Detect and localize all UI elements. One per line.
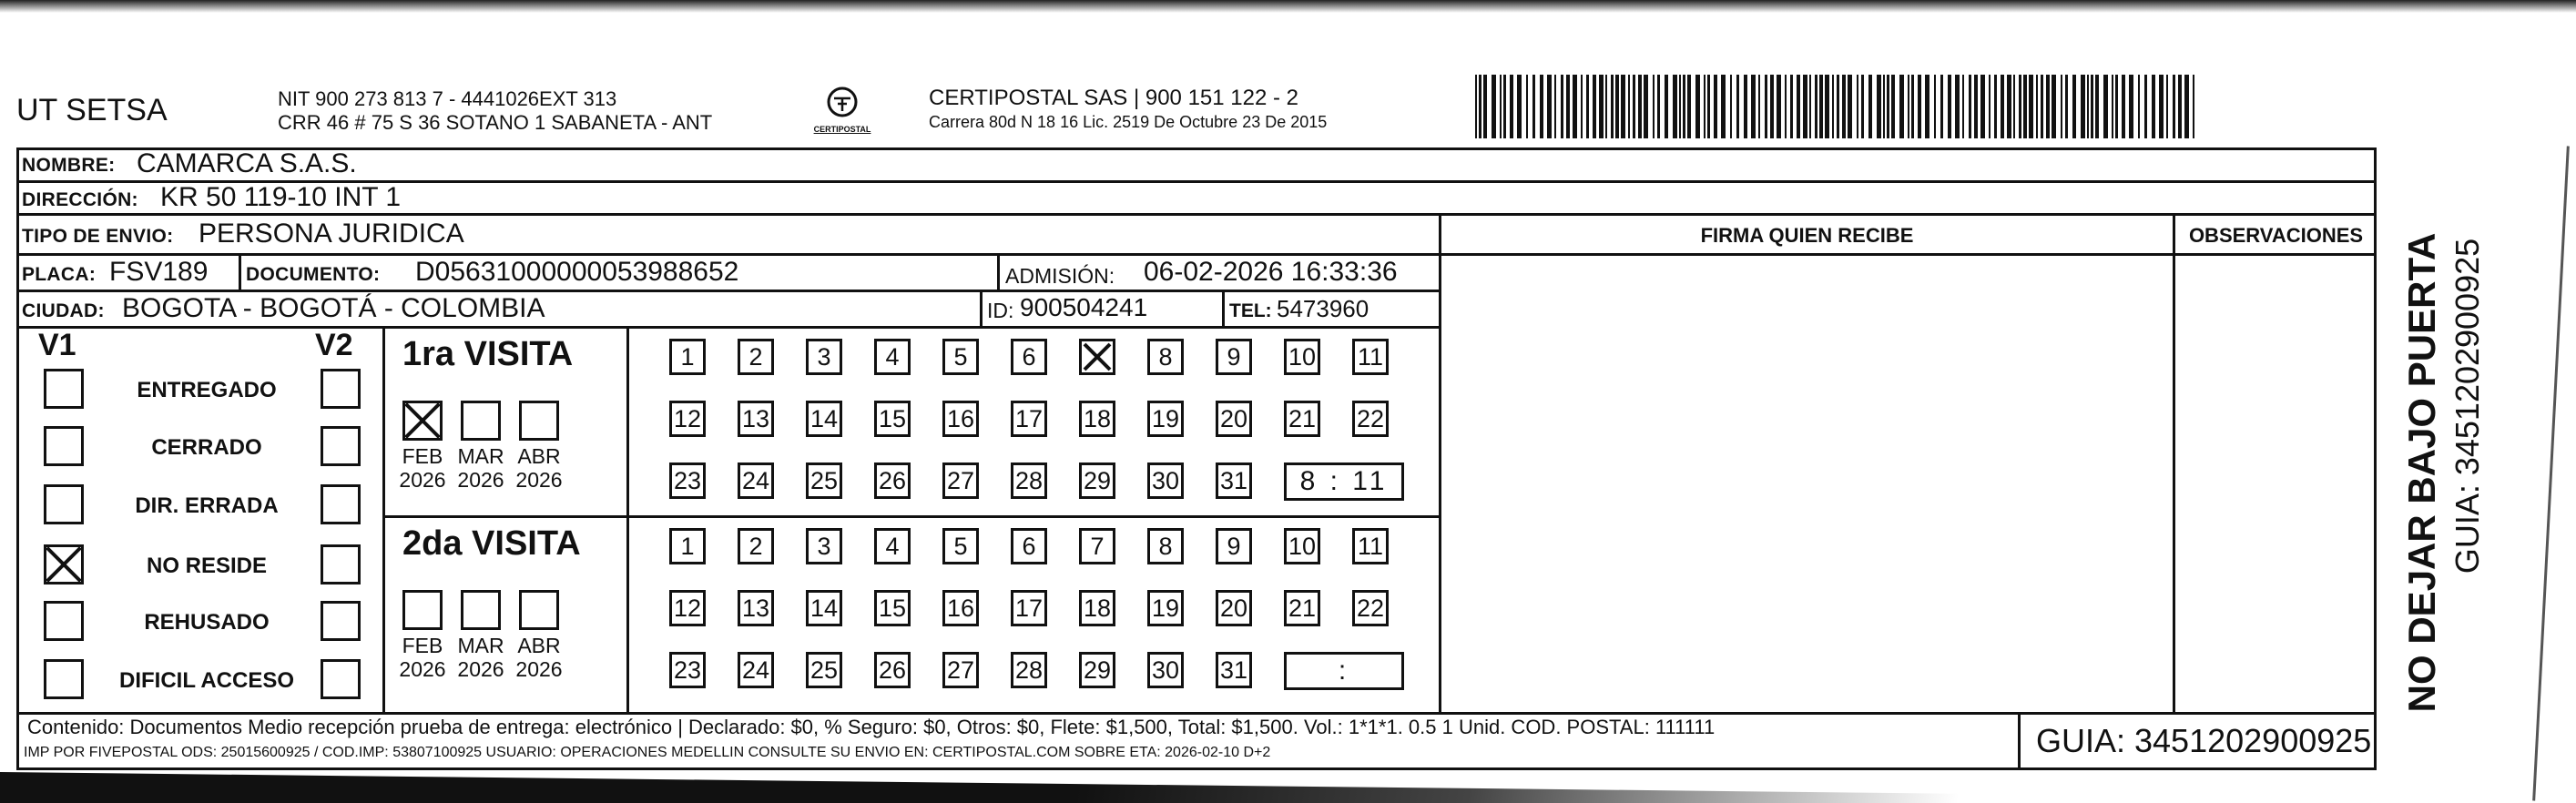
status-label: CERRADO: [151, 435, 262, 460]
barcode-bar: [1842, 75, 1846, 138]
visit-day-box[interactable]: 24: [738, 652, 774, 688]
barcode: [1475, 75, 2204, 138]
status-v1-checkbox[interactable]: [44, 544, 84, 584]
visit-day-box[interactable]: 17: [1011, 590, 1047, 626]
logo-icon: [810, 84, 874, 120]
barcode-bar: [1940, 75, 1943, 138]
visit-day-box[interactable]: 8: [1147, 339, 1184, 375]
barcode-bar: [1547, 75, 1552, 138]
barcode-bar: [2087, 75, 2089, 138]
barcode-bar: [1832, 75, 1834, 138]
admision-label: ADMISIÓN:: [1005, 264, 1115, 288]
visit-month-checkbox[interactable]: [519, 401, 559, 441]
visit-month-year: 2026: [399, 468, 446, 492]
tel-label: TEL:: [1229, 300, 1272, 321]
barcode-bar: [2122, 75, 2125, 138]
visit-day-box[interactable]: 5: [942, 339, 979, 375]
barcode-bar: [2023, 75, 2027, 138]
visit-day-box[interactable]: 2: [738, 528, 774, 564]
visit-day-box[interactable]: 14: [806, 401, 842, 437]
visit-day-box[interactable]: 22: [1352, 590, 1389, 626]
barcode-bar: [1586, 75, 1589, 138]
visit-month-name: MAR: [457, 634, 504, 657]
visit-day-box[interactable]: 18: [1079, 401, 1115, 437]
visit-day-box[interactable]: 28: [1011, 462, 1047, 499]
visit-month-name: ABR: [517, 444, 561, 468]
visit-day-box[interactable]: 26: [874, 652, 911, 688]
visit-day-box[interactable]: 10: [1284, 339, 1320, 375]
barcode-bar: [2129, 75, 2133, 138]
visit-day-box[interactable]: 29: [1079, 462, 1115, 499]
barcode-bar: [1526, 75, 1528, 138]
barcode-bar: [2007, 75, 2011, 138]
barcode-bar: [1911, 75, 1914, 138]
certipostal-logo: [810, 84, 874, 137]
barcode-bar: [1500, 75, 1502, 138]
barcode-bar: [1695, 75, 1700, 138]
barcode-bar: [1883, 75, 1885, 138]
tel-value: 5473960: [1277, 295, 1369, 322]
barcode-bar: [1653, 75, 1655, 138]
v2-header: V2: [315, 328, 353, 362]
barcode-bar: [2041, 75, 2043, 138]
barcode-bar: [1785, 75, 1787, 138]
visit-day-box[interactable]: 2: [738, 339, 774, 375]
barcode-bar: [1540, 75, 1543, 138]
visit-day-box[interactable]: 19: [1147, 590, 1184, 626]
status-label: DIFICIL ACCESO: [118, 668, 294, 693]
company-name: UT SETSA: [16, 93, 168, 127]
ciudad-value: BOGOTA - BOGOTÁ - COLOMBIA: [122, 293, 545, 323]
visit-month-year: 2026: [457, 468, 504, 492]
direccion-value: KR 50 119-10 INT 1: [160, 182, 402, 212]
visit-month-checkbox[interactable]: [519, 590, 559, 630]
status-v2-checkbox[interactable]: [321, 484, 361, 524]
barcode-bar: [1962, 75, 1964, 138]
visit-month-name: MAR: [457, 444, 504, 468]
barcode-bar: [2081, 75, 2085, 138]
logo-text: CERTIPOSTAL: [813, 125, 871, 134]
visit-month-checkbox[interactable]: [461, 401, 501, 441]
status-label: REHUSADO: [144, 610, 270, 635]
visit-day-box[interactable]: 13: [738, 590, 774, 626]
barcode-bar: [1994, 75, 1997, 138]
visit-day-box[interactable]: 30: [1147, 462, 1184, 499]
barcode-bar: [1628, 75, 1630, 138]
barcode-bar: [1605, 75, 1607, 138]
barcode-bar: [2095, 75, 2099, 138]
barcode-bar: [2046, 75, 2050, 138]
status-v1-checkbox[interactable]: [44, 484, 84, 524]
barcode-bar: [1770, 75, 1774, 138]
barcode-bar: [1969, 75, 1971, 138]
visit-month-checkbox[interactable]: [402, 590, 443, 630]
barcode-bar: [2091, 75, 2093, 138]
visit-day-box[interactable]: 25: [806, 652, 842, 688]
barcode-bar: [1644, 75, 1648, 138]
barcode-bar: [1554, 75, 1556, 138]
barcode-bar: [1687, 75, 1691, 138]
barcode-bar: [1679, 75, 1681, 138]
barcode-bar: [1758, 75, 1760, 138]
barcode-bar: [1561, 75, 1563, 138]
visit-day-box[interactable]: 17: [1011, 401, 1047, 437]
visit-day-box[interactable]: 26: [874, 462, 911, 499]
barcode-bar: [1673, 75, 1677, 138]
barcode-bar: [1908, 75, 1909, 138]
check-x-icon: [1082, 341, 1113, 372]
barcode-bar: [1492, 75, 1496, 138]
visit-day-box[interactable]: 15: [874, 401, 911, 437]
barcode-bar: [2159, 75, 2164, 138]
nombre-value: CAMARCA S.A.S.: [137, 148, 357, 178]
placa-label: PLACA:: [22, 264, 97, 285]
visit-day-box[interactable]: 7: [1079, 528, 1115, 564]
barcode-bar: [1848, 75, 1852, 138]
visit-day-box[interactable]: 11: [1352, 339, 1389, 375]
placa-value: FSV189: [109, 257, 209, 287]
visit-day-box[interactable]: 10: [1284, 528, 1320, 564]
tipo-value: PERSONA JURIDICA: [199, 219, 464, 249]
side-warning: NO DEJAR BAJO PUERTA: [2400, 232, 2443, 713]
status-v2-checkbox[interactable]: [321, 426, 361, 466]
barcode-bar: [1736, 75, 1739, 138]
barcode-bar: [1980, 75, 1985, 138]
barcode-bar: [1744, 75, 1747, 138]
visit-day-box[interactable]: 27: [942, 652, 979, 688]
barcode-bar: [1657, 75, 1660, 138]
barcode-bar: [1615, 75, 1619, 138]
observaciones-header: OBSERVACIONES: [2188, 224, 2364, 247]
barcode-bar: [1857, 75, 1858, 138]
visit-day-box[interactable]: 6: [1011, 339, 1047, 375]
status-v2-checkbox[interactable]: [321, 369, 361, 409]
visit-day-box[interactable]: 3: [806, 339, 842, 375]
footer-contenido: Contenido: Documentos Medio recepción prueba de entrega: electrónico | Declarado: $0, % Seguro: $0, Otros: $0, Flete: $1,500, Total: $1,500. Vol.: 1*1*1. 0.5 1 Unid. COD. POSTAL: 111111: [27, 716, 1716, 738]
visit-day-box[interactable]: 16: [942, 590, 979, 626]
barcode-bar: [1599, 75, 1604, 138]
barcode-bar: [2013, 75, 2015, 138]
status-v2-checkbox[interactable]: [321, 601, 361, 641]
status-label: NO RESIDE: [146, 554, 268, 578]
visit-day-box[interactable]: 25: [806, 462, 842, 499]
barcode-bar: [1707, 75, 1710, 138]
visit-day-box[interactable]: 5: [942, 528, 979, 564]
status-label: DIR. ERRADA: [135, 493, 279, 518]
barcode-bar: [2052, 75, 2056, 138]
barcode-bar: [2115, 75, 2118, 138]
barcode-bar: [1730, 75, 1732, 138]
barcode-bar: [1721, 75, 1726, 138]
barcode-bar: [1633, 75, 1635, 138]
scan-right-edge: [2532, 146, 2570, 800]
visit-day-box[interactable]: 21: [1284, 590, 1320, 626]
barcode-bar: [2065, 75, 2068, 138]
status-v1-checkbox[interactable]: [44, 659, 84, 699]
visit-month-checkbox[interactable]: [461, 590, 501, 630]
footer-guia: GUIA: 3451202900925: [2036, 722, 2372, 759]
visit-day-box[interactable]: 13: [738, 401, 774, 437]
firma-header: FIRMA QUIEN RECIBE: [1700, 224, 1914, 247]
barcode-bar: [1532, 75, 1535, 138]
visit-day-box[interactable]: 6: [1011, 528, 1047, 564]
barcode-bar: [1621, 75, 1625, 138]
visit-day-box[interactable]: 16: [942, 401, 979, 437]
barcode-bar: [1475, 75, 1477, 138]
documento-value: D05631000000053988652: [415, 257, 739, 287]
visit-month-name: FEB: [402, 634, 443, 657]
status-v1-checkbox[interactable]: [44, 426, 84, 466]
visit-day-box[interactable]: 23: [669, 652, 706, 688]
visit-day-box[interactable]: 22: [1352, 401, 1389, 437]
visit-title: 1ra VISITA: [402, 335, 574, 373]
visit-day-box[interactable]: 9: [1216, 339, 1252, 375]
id-label: ID:: [987, 299, 1014, 322]
tipo-label: TIPO DE ENVIO:: [22, 226, 174, 247]
status-label: ENTREGADO: [137, 378, 277, 402]
visit-month-name: ABR: [517, 634, 561, 657]
visit-day-box[interactable]: 24: [738, 462, 774, 499]
visit-day-box[interactable]: 15: [874, 590, 911, 626]
barcode-bar: [1483, 75, 1487, 138]
scan-bottom-edge: [0, 772, 1958, 803]
visit-day-box[interactable]: 19: [1147, 401, 1184, 437]
side-guia: GUIA: 3451202900925: [2449, 238, 2486, 574]
barcode-bar: [1593, 75, 1596, 138]
barcode-bar: [2103, 75, 2108, 138]
visit-day-box[interactable]: 28: [1011, 652, 1047, 688]
barcode-bar: [1714, 75, 1717, 138]
barcode-bar: [1517, 75, 1522, 138]
visit-day-box[interactable]: 8: [1147, 528, 1184, 564]
nit-line: NIT 900 273 813 7 - 4441026EXT 313: [278, 87, 617, 110]
barcode-bar: [1790, 75, 1793, 138]
barcode-bar: [1777, 75, 1781, 138]
barcode-bar: [2001, 75, 2004, 138]
visit-day-box[interactable]: 14: [806, 590, 842, 626]
visit-month-year: 2026: [399, 657, 446, 681]
visit-month-year: 2026: [515, 657, 563, 681]
barcode-bar: [2036, 75, 2038, 138]
barcode-bar: [2173, 75, 2175, 138]
barcode-bar: [1581, 75, 1583, 138]
barcode-bar: [1638, 75, 1642, 138]
barcode-bar: [2193, 75, 2194, 138]
barcode-bar: [1573, 75, 1577, 138]
barcode-bar: [2138, 75, 2140, 138]
ciudad-label: CIUDAD:: [22, 300, 105, 321]
barcode-bar: [2072, 75, 2076, 138]
barcode-bar: [2184, 75, 2189, 138]
barcode-bar: [1877, 75, 1881, 138]
visit-day-box[interactable]: 23: [669, 462, 706, 499]
barcode-bar: [1566, 75, 1570, 138]
visit-month-year: 2026: [457, 657, 504, 681]
barcode-bar: [1918, 75, 1921, 138]
barcode-bar: [1510, 75, 1513, 138]
visit-day-box[interactable]: 20: [1216, 401, 1252, 437]
barcode-bar: [1503, 75, 1506, 138]
visit-day-box[interactable]: 9: [1216, 528, 1252, 564]
status-v1-checkbox[interactable]: [44, 601, 84, 641]
barcode-bar: [1925, 75, 1929, 138]
barcode-bar: [2061, 75, 2062, 138]
visit-day-box[interactable]: 20: [1216, 590, 1252, 626]
barcode-bar: [2029, 75, 2033, 138]
v1-header: V1: [38, 328, 76, 362]
barcode-bar: [1809, 75, 1811, 138]
status-v2-checkbox[interactable]: [321, 659, 361, 699]
admision-value: 06-02-2026 16:33:36: [1144, 257, 1398, 287]
status-v2-checkbox[interactable]: [321, 544, 361, 584]
visit-day-box[interactable]: 29: [1079, 652, 1115, 688]
barcode-bar: [1819, 75, 1823, 138]
visit-day-box[interactable]: 12: [669, 590, 706, 626]
barcode-bar: [1825, 75, 1829, 138]
footer-imp: IMP POR FIVEPOSTAL ODS: 25015600925 / COD.IMP: 53807100925 USUARIO: OPERACIONES MEDELLIN CONSULTE SU ENVIO EN: CERTIPOSTAL.COM SOBRE ETA: 2026-02-10 D+2: [24, 745, 1271, 760]
barcode-bar: [1704, 75, 1705, 138]
visit-day-box[interactable]: 30: [1147, 652, 1184, 688]
visit-time-box[interactable]: :: [1284, 652, 1404, 690]
barcode-bar: [1479, 75, 1481, 138]
license-line: Carrera 80d N 18 16 Lic. 2519 De Octubre 23 De 2015: [929, 113, 1328, 131]
barcode-bar: [1891, 75, 1895, 138]
visit-month-name: FEB: [402, 444, 443, 468]
visit-day-box[interactable]: 4: [874, 528, 911, 564]
visit-day-box[interactable]: 31: [1216, 462, 1252, 499]
visit-time-box[interactable]: 8 : 11: [1284, 462, 1404, 501]
status-v1-checkbox[interactable]: [44, 369, 84, 409]
visit-day-box[interactable]: 18: [1079, 590, 1115, 626]
address-line: CRR 46 # 75 S 36 SOTANO 1 SABANETA - ANT: [278, 111, 713, 134]
barcode-bar: [1955, 75, 1960, 138]
barcode-bar: [1751, 75, 1756, 138]
visit-title: 2da VISITA: [402, 524, 581, 563]
barcode-bar: [1899, 75, 1904, 138]
visit-day-box[interactable]: 31: [1216, 652, 1252, 688]
barcode-bar: [1868, 75, 1872, 138]
visit-month-checkbox[interactable]: [402, 401, 443, 441]
barcode-bar: [1948, 75, 1951, 138]
barcode-bar: [1665, 75, 1668, 138]
barcode-bar: [1887, 75, 1889, 138]
barcode-bar: [1989, 75, 1991, 138]
barcode-bar: [2178, 75, 2182, 138]
barcode-bar: [1611, 75, 1614, 138]
barcode-bar: [1815, 75, 1817, 138]
direccion-label: DIRECCIÓN:: [22, 189, 138, 210]
barcode-bar: [2019, 75, 2021, 138]
visit-day-box[interactable]: 3: [806, 528, 842, 564]
visit-day-box[interactable]: 21: [1284, 401, 1320, 437]
documento-label: DOCUMENTO:: [246, 264, 381, 285]
visit-day-box[interactable]: 1: [669, 528, 706, 564]
barcode-bar: [1797, 75, 1800, 138]
id-value: 900504241: [1020, 293, 1148, 321]
barcode-bar: [2152, 75, 2155, 138]
barcode-bar: [2144, 75, 2147, 138]
visit-day-box[interactable]: 12: [669, 401, 706, 437]
visit-month-year: 2026: [515, 468, 563, 492]
barcode-bar: [1837, 75, 1839, 138]
visit-day-box[interactable]: [1079, 339, 1115, 375]
barcode-bar: [1683, 75, 1685, 138]
visit-day-box[interactable]: 1: [669, 339, 706, 375]
scan-top-edge: [0, 0, 2576, 13]
certipostal-line: CERTIPOSTAL SAS | 900 151 122 - 2: [929, 86, 1298, 110]
barcode-bar: [1861, 75, 1864, 138]
barcode-bar: [2166, 75, 2168, 138]
barcode-bar: [1803, 75, 1807, 138]
visit-day-box[interactable]: 4: [874, 339, 911, 375]
barcode-bar: [1974, 75, 1978, 138]
barcode-bar: [1934, 75, 1936, 138]
nombre-label: NOMBRE:: [22, 155, 116, 176]
visit-day-box[interactable]: 27: [942, 462, 979, 499]
barcode-bar: [1765, 75, 1767, 138]
barcode-bar: [2112, 75, 2113, 138]
visit-day-box[interactable]: 11: [1352, 528, 1389, 564]
